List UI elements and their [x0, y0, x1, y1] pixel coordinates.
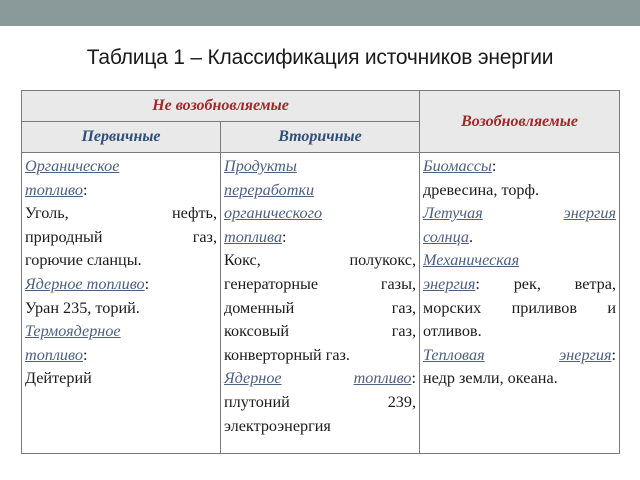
term-thermal: Тепловая [423, 345, 485, 364]
top-bar [0, 0, 640, 26]
term-organic: органического [224, 204, 323, 223]
header-primary: Первичные [22, 122, 221, 153]
colon: : [282, 227, 287, 246]
term-volatile: Летучая [423, 204, 483, 223]
renewable-solar-line-2 [423, 226, 616, 250]
text-semicoke: полукокс, [349, 251, 417, 270]
text-and: и [607, 298, 617, 317]
term-organic-fuel: Органическое [25, 157, 120, 175]
renewable-heat-line [423, 344, 616, 368]
colon: : [611, 345, 617, 364]
term-fuel-2: топливо [353, 369, 412, 388]
secondary-electro-line: электроэнергия [224, 416, 331, 435]
renewable-mech-line-2 [423, 273, 616, 297]
dot: . [468, 227, 474, 246]
term-thermonuclear-fuel-2: топливо [25, 345, 83, 364]
text-wind: ветра, [574, 274, 617, 293]
secondary-prod-line-2 [224, 179, 416, 203]
primary-coal-line-2 [25, 226, 217, 250]
primary-coal-line-3: горючие сланцы. [25, 251, 142, 270]
classification-table [21, 90, 620, 454]
text-tides: приливов [511, 298, 578, 317]
primary-organic-line-2 [25, 179, 217, 203]
primary-uranium-line: Уран 235, торий. [25, 298, 140, 317]
text-sea: морских [423, 298, 482, 317]
secondary-nuclear-line [224, 367, 416, 391]
colon: : [475, 274, 480, 293]
colon: : [411, 369, 417, 388]
renewable-sea-line [423, 297, 616, 321]
secondary-prod-line-3 [224, 202, 416, 226]
primary-organic-line-1 [25, 155, 217, 179]
term-nuclear-fuel-wrap [354, 369, 416, 387]
term-heat-energy: энергия [559, 345, 612, 364]
term-mech-energy: энергия [423, 274, 476, 293]
renewable-ebb-line: отливов. [423, 322, 482, 341]
secondary-line-converter: конверторный газ. [224, 345, 350, 364]
secondary-line-coking [224, 320, 416, 344]
text-oil: нефть, [171, 204, 217, 223]
text-plutonium: плутоний [224, 392, 290, 411]
colon: : [144, 274, 150, 293]
secondary-plutonium-line [224, 391, 416, 415]
term-processing: переработки [224, 180, 315, 199]
renewable-earth-line: недр земли, океана. [423, 369, 558, 388]
mech-energy-wrap [423, 275, 480, 293]
renewable-biomass-line [423, 155, 616, 179]
secondary-line-blast [224, 297, 416, 321]
renewable-cell [420, 153, 620, 454]
text-gas: газ, [391, 298, 417, 317]
renewable-wood-line: древесина, торф. [423, 180, 540, 199]
text-coal: Уголь, [25, 204, 69, 223]
text-blast: доменный [224, 298, 295, 317]
term-nuclear: Ядерное [224, 369, 282, 388]
colon: : [491, 157, 497, 175]
colon: : [82, 180, 88, 199]
term-sun: солнца [423, 227, 469, 246]
term-fuel: топлива [224, 227, 283, 246]
text-gases: газы, [380, 274, 417, 293]
term-nuclear-fuel: Ядерное топливо [25, 274, 145, 293]
primary-thermo-line-1 [25, 320, 217, 344]
header-secondary: Вторичные [221, 122, 420, 153]
term-energy: энергия [563, 204, 617, 223]
text-natural: природный [25, 227, 103, 246]
secondary-prod-line-1 [224, 155, 416, 179]
text-generator: генераторные [224, 274, 319, 293]
term-mechanical: Механическая [423, 251, 520, 270]
primary-thermo-line-2 [25, 344, 217, 368]
header-nonrenewable: Не возобновляемые [22, 91, 420, 122]
primary-coal-line-1 [25, 202, 217, 226]
heat-energy-wrap [559, 346, 616, 364]
colon: : [82, 345, 88, 364]
slide-title: Таблица 1 – Классификация источников энергии [86, 46, 554, 69]
term-organic-fuel-2: топливо [25, 180, 83, 199]
text-rivers: рек, [513, 274, 541, 293]
text-gas-2: газ, [391, 322, 417, 341]
secondary-prod-line-4 [224, 226, 416, 250]
renewable-mech-line-1 [423, 249, 616, 273]
term-products: Продукты [224, 157, 297, 175]
term-biomass: Биомассы [423, 157, 492, 175]
renewable-solar-line-1 [423, 202, 616, 226]
header-renewable: Возобновляемые [420, 91, 620, 153]
primary-cell [22, 153, 221, 454]
text-coke: Кокс, [224, 251, 261, 270]
term-thermonuclear-fuel: Термоядерное [25, 322, 121, 341]
text-239: 239, [387, 392, 417, 411]
secondary-cell [221, 153, 420, 454]
primary-deuterium-line: Дейтерий [25, 369, 92, 388]
secondary-line-coke [224, 249, 416, 273]
text-coking: коксовый [224, 322, 290, 341]
primary-nuclear-line [25, 273, 217, 297]
text-gas: газ, [192, 227, 217, 246]
secondary-line-generator [224, 273, 416, 297]
